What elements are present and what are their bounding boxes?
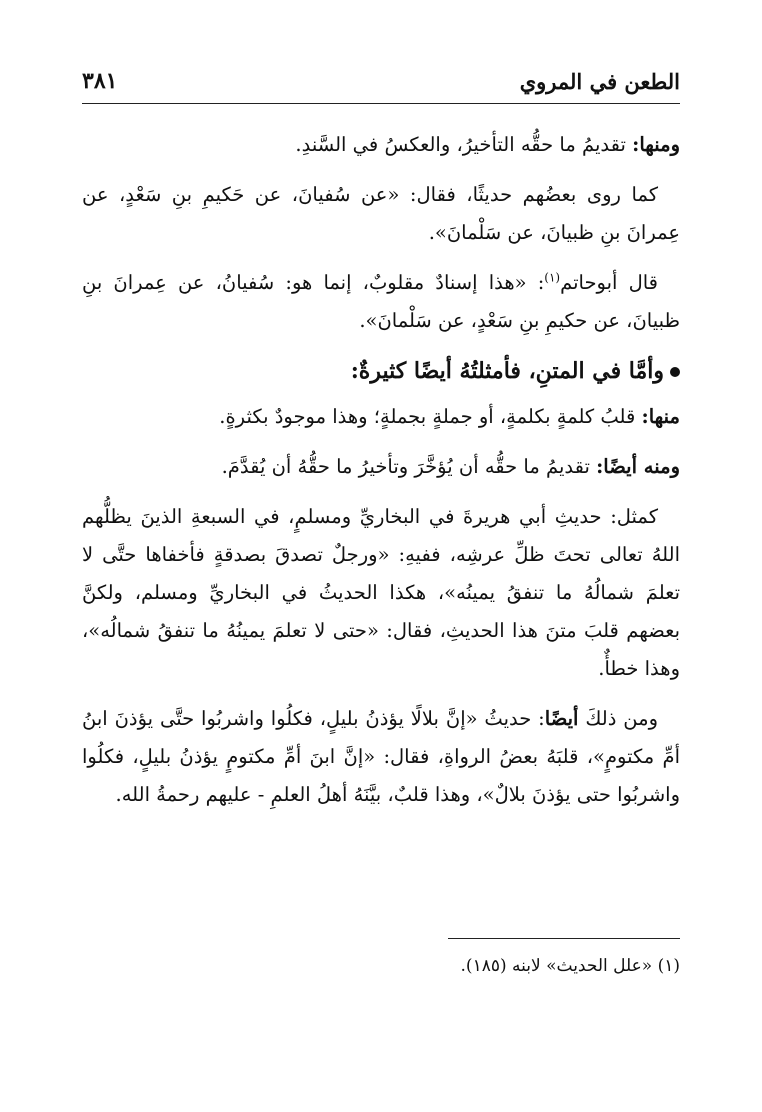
paragraph-text: كمثل: حديثِ أبي هريرةَ في البخاريِّ ومسلمٍ، في السبعةِ الذينَ يظلُّهم اللهُ تعالى تحتَ ظلِّ عرشِه، ففيهِ: «ورجلٌ تصدقَ بصدقةٍ فأخفاها حتَّى لا تعلمَ شمالُهُ ما تنفقُ يمينُه»، هكذا الحديثُ في البخاريِّ ومسلم، ولكنَّ بعضهم قلبَ متنَ هذا الحديثِ، فقال: «حتى لا تعلمَ يمينُهُ ما تنفقُ شمالُه»، وهذا خطأٌ. bbox=[82, 505, 680, 680]
paragraph-1 bbox=[82, 126, 680, 164]
paragraph-lead: ومنه أيضًا: bbox=[596, 455, 680, 478]
section-heading bbox=[82, 352, 680, 390]
paragraph-2 bbox=[82, 176, 680, 252]
bullet-icon bbox=[670, 367, 680, 377]
paragraph-lead: منها: bbox=[641, 405, 680, 428]
paragraph-lead: ومنها: bbox=[632, 133, 680, 156]
paragraph-text: قال أبوحاتم bbox=[560, 271, 659, 294]
page-number: ٣٨١ bbox=[82, 68, 118, 94]
paragraph-5 bbox=[82, 448, 680, 486]
paragraph-6 bbox=[82, 498, 680, 688]
main-text bbox=[82, 126, 680, 826]
running-title: الطعن في المروي bbox=[519, 69, 680, 94]
paragraph-text: تقديمُ ما حقُّه أن يُؤخَّرَ وتأخيرُ ما حقُّهُ أن يُقدَّمَ. bbox=[221, 455, 597, 478]
footnote-marker: (١) bbox=[544, 270, 561, 285]
paragraph-text: : حديثُ «إنَّ بلالًا يؤذنُ بليلٍ، فكلُوا واشربُوا حتَّى يؤذنَ ابنُ أمِّ مكتومٍ»، قلبَهُ بعضُ الرواةِ، فقال: «إنَّ ابنَ أمِّ مكتومٍ يؤذنُ بليلٍ، فكلُوا واشربُوا حتى يؤذنَ بلالٌ»، وهذا قلبٌ، بيَّنَهُ أهلُ العلمِ - عليهم رحمةُ الله. bbox=[82, 707, 680, 806]
page-header bbox=[82, 58, 680, 94]
heading-text: وأمَّا في المتنِ، فأمثلتُهُ أيضًا كثيرةٌ: bbox=[350, 358, 664, 384]
paragraph-text: : «هذا إسنادٌ مقلوبٌ، إنما هو: سُفيانُ، عن عِمرانَ بنِ ظبيانَ، عن حكيمِ بنِ سَعْدٍ، عن سَلْمانَ». bbox=[82, 271, 680, 332]
paragraph-text: تقديمُ ما حقُّه التأخيرُ، والعكسُ في السَّندِ. bbox=[295, 133, 633, 156]
paragraph-3 bbox=[82, 264, 680, 340]
footnote-divider bbox=[448, 938, 680, 939]
header-divider bbox=[82, 103, 680, 104]
footnote: (١) «علل الحديث» لابنه (١٨٥). bbox=[460, 956, 680, 976]
paragraph-4 bbox=[82, 398, 680, 436]
paragraph-text: قلبُ كلمةٍ بكلمةٍ، أو جملةٍ بجملةٍ؛ وهذا موجودٌ بكثرةٍ. bbox=[219, 405, 642, 428]
paragraph-lead: أيضًا bbox=[544, 707, 579, 730]
paragraph-7 bbox=[82, 700, 680, 814]
paragraph-text: ومن ذلكَ bbox=[578, 707, 658, 730]
paragraph-text: كما روى بعضُهم حديثًا، فقال: «عن سُفيانَ، عن حَكيمِ بنِ سَعْدٍ، عن عِمرانَ بنِ ظبيانَ، عن سَلْمانَ». bbox=[82, 183, 680, 244]
